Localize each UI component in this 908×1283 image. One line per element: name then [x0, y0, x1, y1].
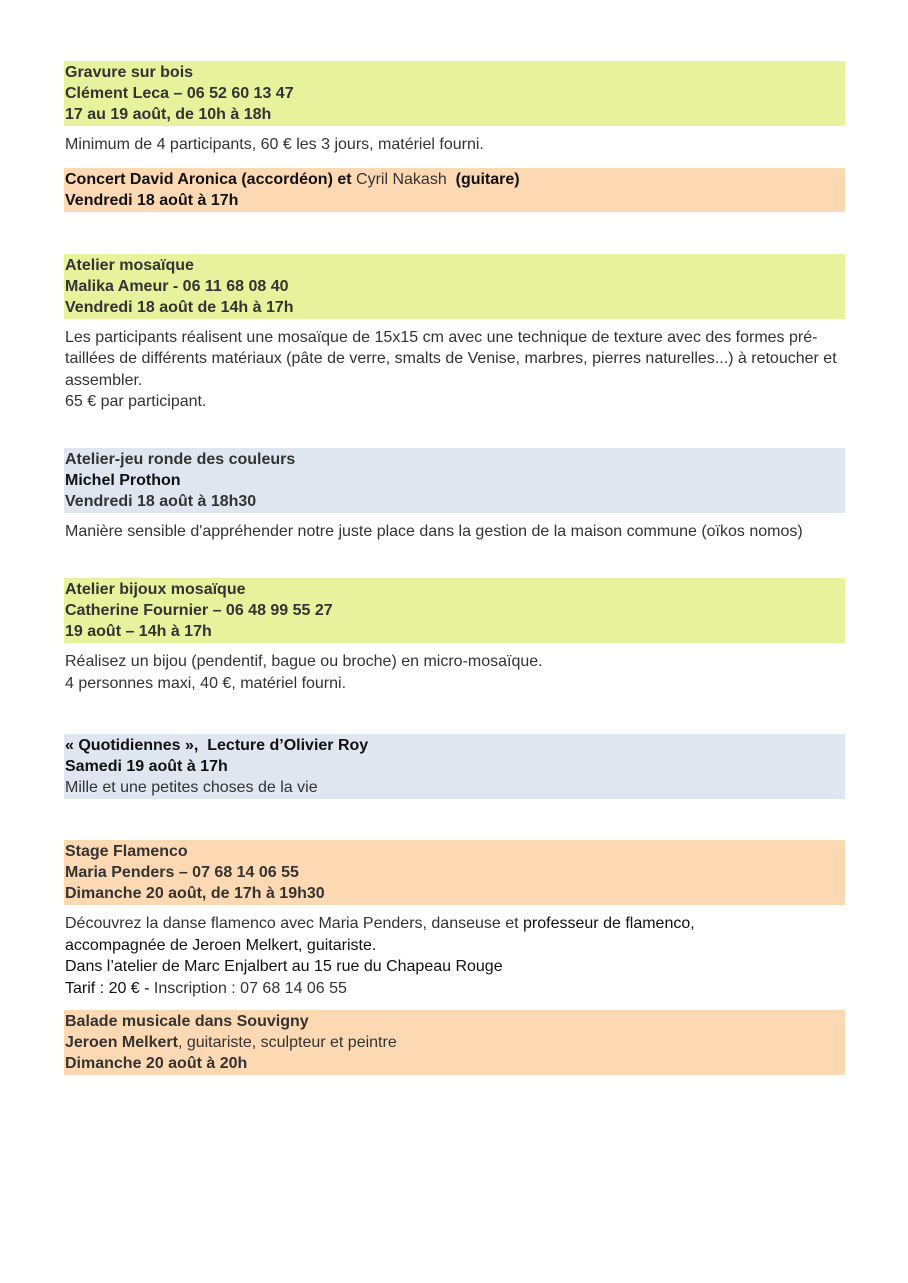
event-header-couleurs: [64, 448, 845, 513]
event-contact: Malika Ameur - 06 11 68 08 40: [65, 277, 289, 295]
description-part: professeur de flamenco,: [523, 915, 695, 932]
description-part: Inscription : 07 68 14 06 55: [153, 979, 347, 997]
event-contact: Maria Penders – 07 68 14 06 55: [65, 864, 299, 881]
event-title: Gravure sur bois: [65, 64, 194, 81]
contact-name: Jeroen Melkert: [65, 1034, 178, 1051]
event-contact: [65, 1032, 845, 1053]
description-line: accompagnée de Jeroen Melkert, guitariste.: [65, 936, 377, 954]
description-line: Les participants réalisent une mosaïque de 15x15 cm avec une technique de texture avec des formes pré-taillées de différents matériaux (pâte de verre, smalts de Venise, marbres, pierres naturelles...) à retoucher et assembler.: [65, 328, 837, 389]
description-line: Manière sensible d'appréhender notre juste place dans la gestion de la maison commune (oïkos nomos): [65, 522, 803, 540]
event-date: 17 au 19 août, de 10h à 18h: [65, 106, 272, 123]
title-part-name: Cyril Nakash: [356, 170, 447, 188]
event-header-gravure: [64, 61, 845, 126]
event-title: [65, 169, 845, 190]
event-program: [64, 61, 845, 1075]
event-date: Vendredi 18 août à 17h: [65, 191, 239, 209]
description-part: Tarif : 20 € -: [65, 979, 154, 997]
event-subtitle: Mille et une petites choses de la vie: [65, 779, 318, 796]
title-part: Concert David Aronica (accordéon) et: [65, 170, 357, 188]
event-title: « Quotidiennes », Lecture d’Olivier Roy: [65, 737, 369, 754]
description-line: [65, 978, 845, 1000]
event-date: Dimanche 20 août à 20h: [65, 1055, 248, 1072]
event-date: Vendredi 18 août à 18h30: [65, 492, 257, 510]
event-header-mosaique: [64, 254, 845, 319]
event-description-bijoux: [65, 651, 845, 694]
event-header-quotidiennes: [64, 734, 845, 799]
event-description-gravure: [65, 134, 845, 156]
description-line: Réalisez un bijou (pendentif, bague ou broche) en micro-mosaïque.: [65, 653, 543, 670]
event-contact: Catherine Fournier – 06 48 99 55 27: [65, 602, 333, 619]
description-line: Dans l’atelier de Marc Enjalbert au 15 rue du Chapeau Rouge: [65, 958, 503, 975]
event-title: Atelier-jeu ronde des couleurs: [65, 450, 296, 468]
event-date: Samedi 19 août à 17h: [65, 758, 228, 775]
event-contact: Clément Leca – 06 52 60 13 47: [65, 85, 294, 102]
event-header-balade: [64, 1010, 845, 1075]
event-title: Atelier mosaïque: [65, 256, 194, 274]
description-line: [65, 913, 845, 935]
event-description-couleurs: [65, 521, 845, 543]
event-title: Stage Flamenco: [65, 843, 188, 860]
event-description-flamenco: [65, 913, 845, 999]
event-date: Vendredi 18 août de 14h à 17h: [65, 298, 294, 316]
description-part: Découvrez la danse flamenco avec Maria Penders, danseuse et: [65, 915, 524, 932]
description-line: 4 personnes maxi, 40 €, matériel fourni.: [65, 674, 347, 692]
event-header-bijoux: [64, 578, 845, 643]
event-header-flamenco: [64, 840, 845, 905]
contact-rest: , guitariste, sculpteur et peintre: [177, 1034, 397, 1051]
event-contact: Michel Prothon: [65, 471, 181, 489]
event-title: Balade musicale dans Souvigny: [65, 1013, 309, 1030]
description-line: 65 € par participant.: [65, 393, 207, 410]
event-date: Dimanche 20 août, de 17h à 19h30: [65, 885, 325, 902]
description-line: Minimum de 4 participants, 60 € les 3 jours, matériel fourni.: [65, 136, 484, 153]
event-title: Atelier bijoux mosaïque: [65, 581, 246, 598]
title-part: (guitare): [446, 170, 520, 188]
event-date: 19 août – 14h à 17h: [65, 623, 212, 640]
event-header-concert: [64, 168, 845, 212]
event-description-mosaique: [65, 327, 845, 413]
